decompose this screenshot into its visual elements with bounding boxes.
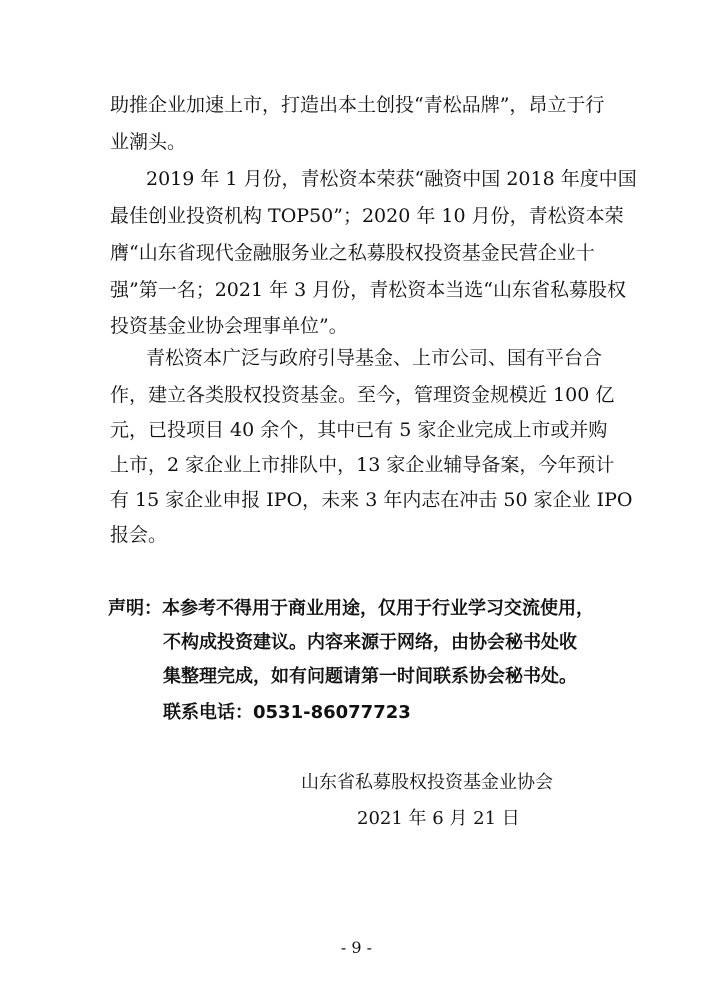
paragraph-line: 青松资本广泛与政府引导基金、上市公司、国有平台合 [146, 347, 603, 369]
declaration-line: 不构成投资建议。内容来源于网络，由协会秘书处收 [163, 632, 577, 653]
declaration-line: 声明：本参考不得用于商业用途，仅用于行业学习交流使用， [108, 598, 594, 619]
signature-organization: 山东省私募股权投资基金业协会 [301, 772, 553, 793]
page-number: - 9 - [340, 938, 373, 957]
paragraph-line: 作，建立各类股权投资基金。至今，管理资金规模近 100 亿 [110, 384, 615, 406]
paragraph-line: 上市，2 家企业上市排队中，13 家企业辅导备案，今年预计 [110, 454, 615, 476]
paragraph-line: 元，已投项目 40 余个，其中已有 5 家企业完成上市或并购 [110, 419, 608, 441]
paragraph-line: 最佳创业投资机构 TOP50”；2020 年 10 月份，青松资本荣 [110, 205, 624, 227]
paragraph-line: 有 15 家企业申报 IPO，未来 3 年内志在冲击 50 家企业 IPO [110, 489, 633, 511]
paragraph-line: 2019 年 1 月份，青松资本荣获“融资中国 2018 年度中国 [146, 168, 637, 190]
paragraph-line: 膺“山东省现代金融服务业之私募股权投资基金民营企业十 [110, 242, 595, 264]
signature-date: 2021 年 6 月 21 日 [357, 808, 520, 829]
paragraph-line: 助推企业加速上市，打造出本土创投“青松品牌”，昂立于行 [110, 94, 605, 116]
paragraph-line: 业潮头。 [110, 131, 187, 153]
contact-phone: 联系电话：0531-86077723 [163, 702, 411, 723]
paragraph-line: 报会。 [110, 524, 168, 546]
declaration-line: 集整理完成，如有问题请第一时间联系协会秘书处。 [163, 666, 577, 687]
paragraph-line: 投资基金业协会理事单位”。 [110, 315, 348, 337]
paragraph-line: 强”第一名；2021 年 3 月份，青松资本当选“山东省私募股权 [110, 279, 626, 301]
